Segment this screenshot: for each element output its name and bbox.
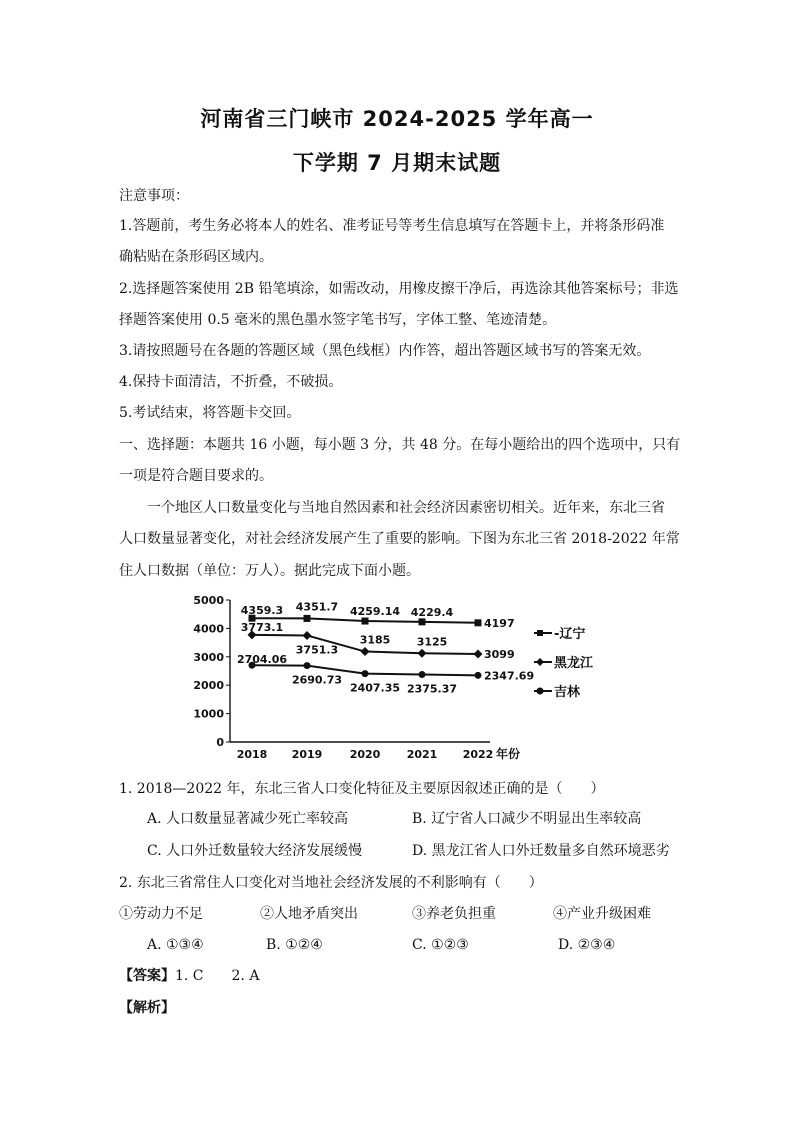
q2-statement-4: ④产业升级困难 <box>553 906 651 922</box>
data-point-circle <box>362 670 369 677</box>
q2-stem: 2. 东北三省常住人口变化对当地社会经济发展的不利影响有（ ） <box>119 875 543 891</box>
x-tick-label: 2019 <box>291 748 323 761</box>
section-heading-2: 一项是符合题目要求的。 <box>119 468 273 484</box>
q2-statement-2: ②人地矛盾突出 <box>260 906 358 922</box>
data-label: 4359.3 <box>240 604 284 618</box>
legend-label: 吉林 <box>554 685 581 700</box>
q1-option-b: B. 辽宁省人口减少不明显出生率较高 <box>412 811 642 827</box>
data-label: 3099 <box>484 647 515 661</box>
notice-item-2a: 2.选择题答案使用 2B 铅笔填涂，如需改动，用橡皮擦干净后，再选涂其他答案标号；非选 <box>119 281 679 297</box>
y-tick-label: 3000 <box>193 650 224 664</box>
notice-item-3: 3.请按照题号在各题的答题区域（黑色线框）内作答，超出答题区域书写的答案无效。 <box>119 343 651 359</box>
data-point-square <box>304 615 311 622</box>
x-tick-label: 2021 <box>406 748 438 761</box>
data-label: 4229.4 <box>410 605 454 619</box>
q1-option-d: D. 黑龙江省人口外迁数量多自然环境恶劣 <box>412 843 670 859</box>
q1-option-a: A. 人口数量显著减少死亡率较高 <box>147 811 349 827</box>
data-point-circle <box>475 672 482 679</box>
q2-option-a: A. ①③④ <box>147 937 204 953</box>
data-label: 2704.06 <box>236 653 288 667</box>
x-tick-label: 2018 <box>236 748 268 761</box>
analysis-label: 【解析】 <box>119 1000 175 1016</box>
data-point-diamond <box>418 649 427 658</box>
y-tick-label: 1000 <box>193 707 224 721</box>
legend-label: 黑龙江 <box>554 656 594 671</box>
notice-item-2b: 择题答案使用 0.5 毫米的黑色墨水签字笔书写，字体工整、笔迹清楚。 <box>119 312 557 328</box>
legend-marker-diamond <box>536 658 544 666</box>
data-label: 4351.7 <box>295 600 339 614</box>
notice-item-5: 5.考试结束，将答题卡交回。 <box>119 405 301 421</box>
data-point-diamond <box>303 631 312 640</box>
data-label: 4259.14 <box>349 605 401 619</box>
x-tick-label: 2020 <box>349 748 381 761</box>
passage-line-2: 人口数量显著变化，对社会经济发展产生了重要的影响。下图为东北三省 2018-2022 年常 <box>119 531 680 547</box>
title-line-2: 下学期 7 月期末试题 <box>292 151 502 175</box>
legend-marker-square <box>537 630 543 636</box>
y-tick-label: 5000 <box>193 594 224 607</box>
q2-statement-1: ①劳动力不足 <box>119 906 203 922</box>
x-axis-label: 年份 <box>496 747 521 761</box>
data-label: 2690.73 <box>291 673 343 687</box>
legend-marker-circle <box>537 688 544 695</box>
population-line-chart <box>190 590 620 770</box>
data-label: 2375.37 <box>406 682 458 696</box>
data-label: 2407.35 <box>349 681 401 695</box>
data-point-diamond <box>474 649 483 658</box>
q2-statement-3: ③养老负担重 <box>412 906 496 922</box>
data-label: 3751.3 <box>295 643 339 657</box>
answer-line <box>119 966 259 986</box>
data-point-circle <box>304 662 311 669</box>
passage-line-3: 住人口数据（单位：万人）。据此完成下面小题。 <box>119 563 420 579</box>
q1-option-c: C. 人口外迁数量较大经济发展缓慢 <box>147 843 363 859</box>
x-tick-label: 2022 <box>462 748 494 761</box>
notice-item-1b: 确粘贴在条形码区域内。 <box>119 249 273 265</box>
data-label: 4197 <box>484 616 515 630</box>
section-heading-1: 一、选择题：本题共 16 小题，每小题 3 分，共 48 分。在每小题给出的四个选项中，只有 <box>119 437 681 453</box>
data-label: 3125 <box>416 635 448 649</box>
answer-text: 1. C 2. A <box>175 968 260 984</box>
notice-item-4: 4.保持卡面清洁，不折叠，不破损。 <box>119 374 343 390</box>
title-line-1: 河南省三门峡市 2024-2025 学年高一 <box>200 107 594 131</box>
q2-option-b: B. ①②④ <box>266 937 323 953</box>
notice-item-1a: 1.答题前，考生务必将本人的姓名、准考证号等考生信息填写在答题卡上，并将条形码准 <box>119 218 665 234</box>
data-label: 3773.1 <box>240 620 284 634</box>
legend-label: -辽宁 <box>554 627 586 642</box>
data-point-square <box>475 619 482 626</box>
data-point-diamond <box>361 647 370 656</box>
notice-heading: 注意事项： <box>119 188 189 204</box>
answer-label: 【答案】 <box>119 968 175 984</box>
y-tick-label: 2000 <box>193 679 224 693</box>
y-tick-label: 0 <box>216 736 224 749</box>
data-point-circle <box>419 671 426 678</box>
y-tick-label: 4000 <box>193 622 224 636</box>
data-label: 2347.69 <box>484 669 535 683</box>
data-point-square <box>419 618 426 625</box>
data-point-square <box>362 618 369 625</box>
data-label: 3185 <box>359 633 391 647</box>
q1-stem: 1. 2018—2022 年，东北三省人口变化特征及主要原因叙述正确的是（ ） <box>119 781 605 797</box>
q2-option-d: D. ②③④ <box>558 937 616 953</box>
passage-line-1: 一个地区人口数量变化与当地自然因素和社会经济因素密切相关。近年来，东北三省 <box>147 500 665 516</box>
q2-option-c: C. ①②③ <box>412 937 469 953</box>
